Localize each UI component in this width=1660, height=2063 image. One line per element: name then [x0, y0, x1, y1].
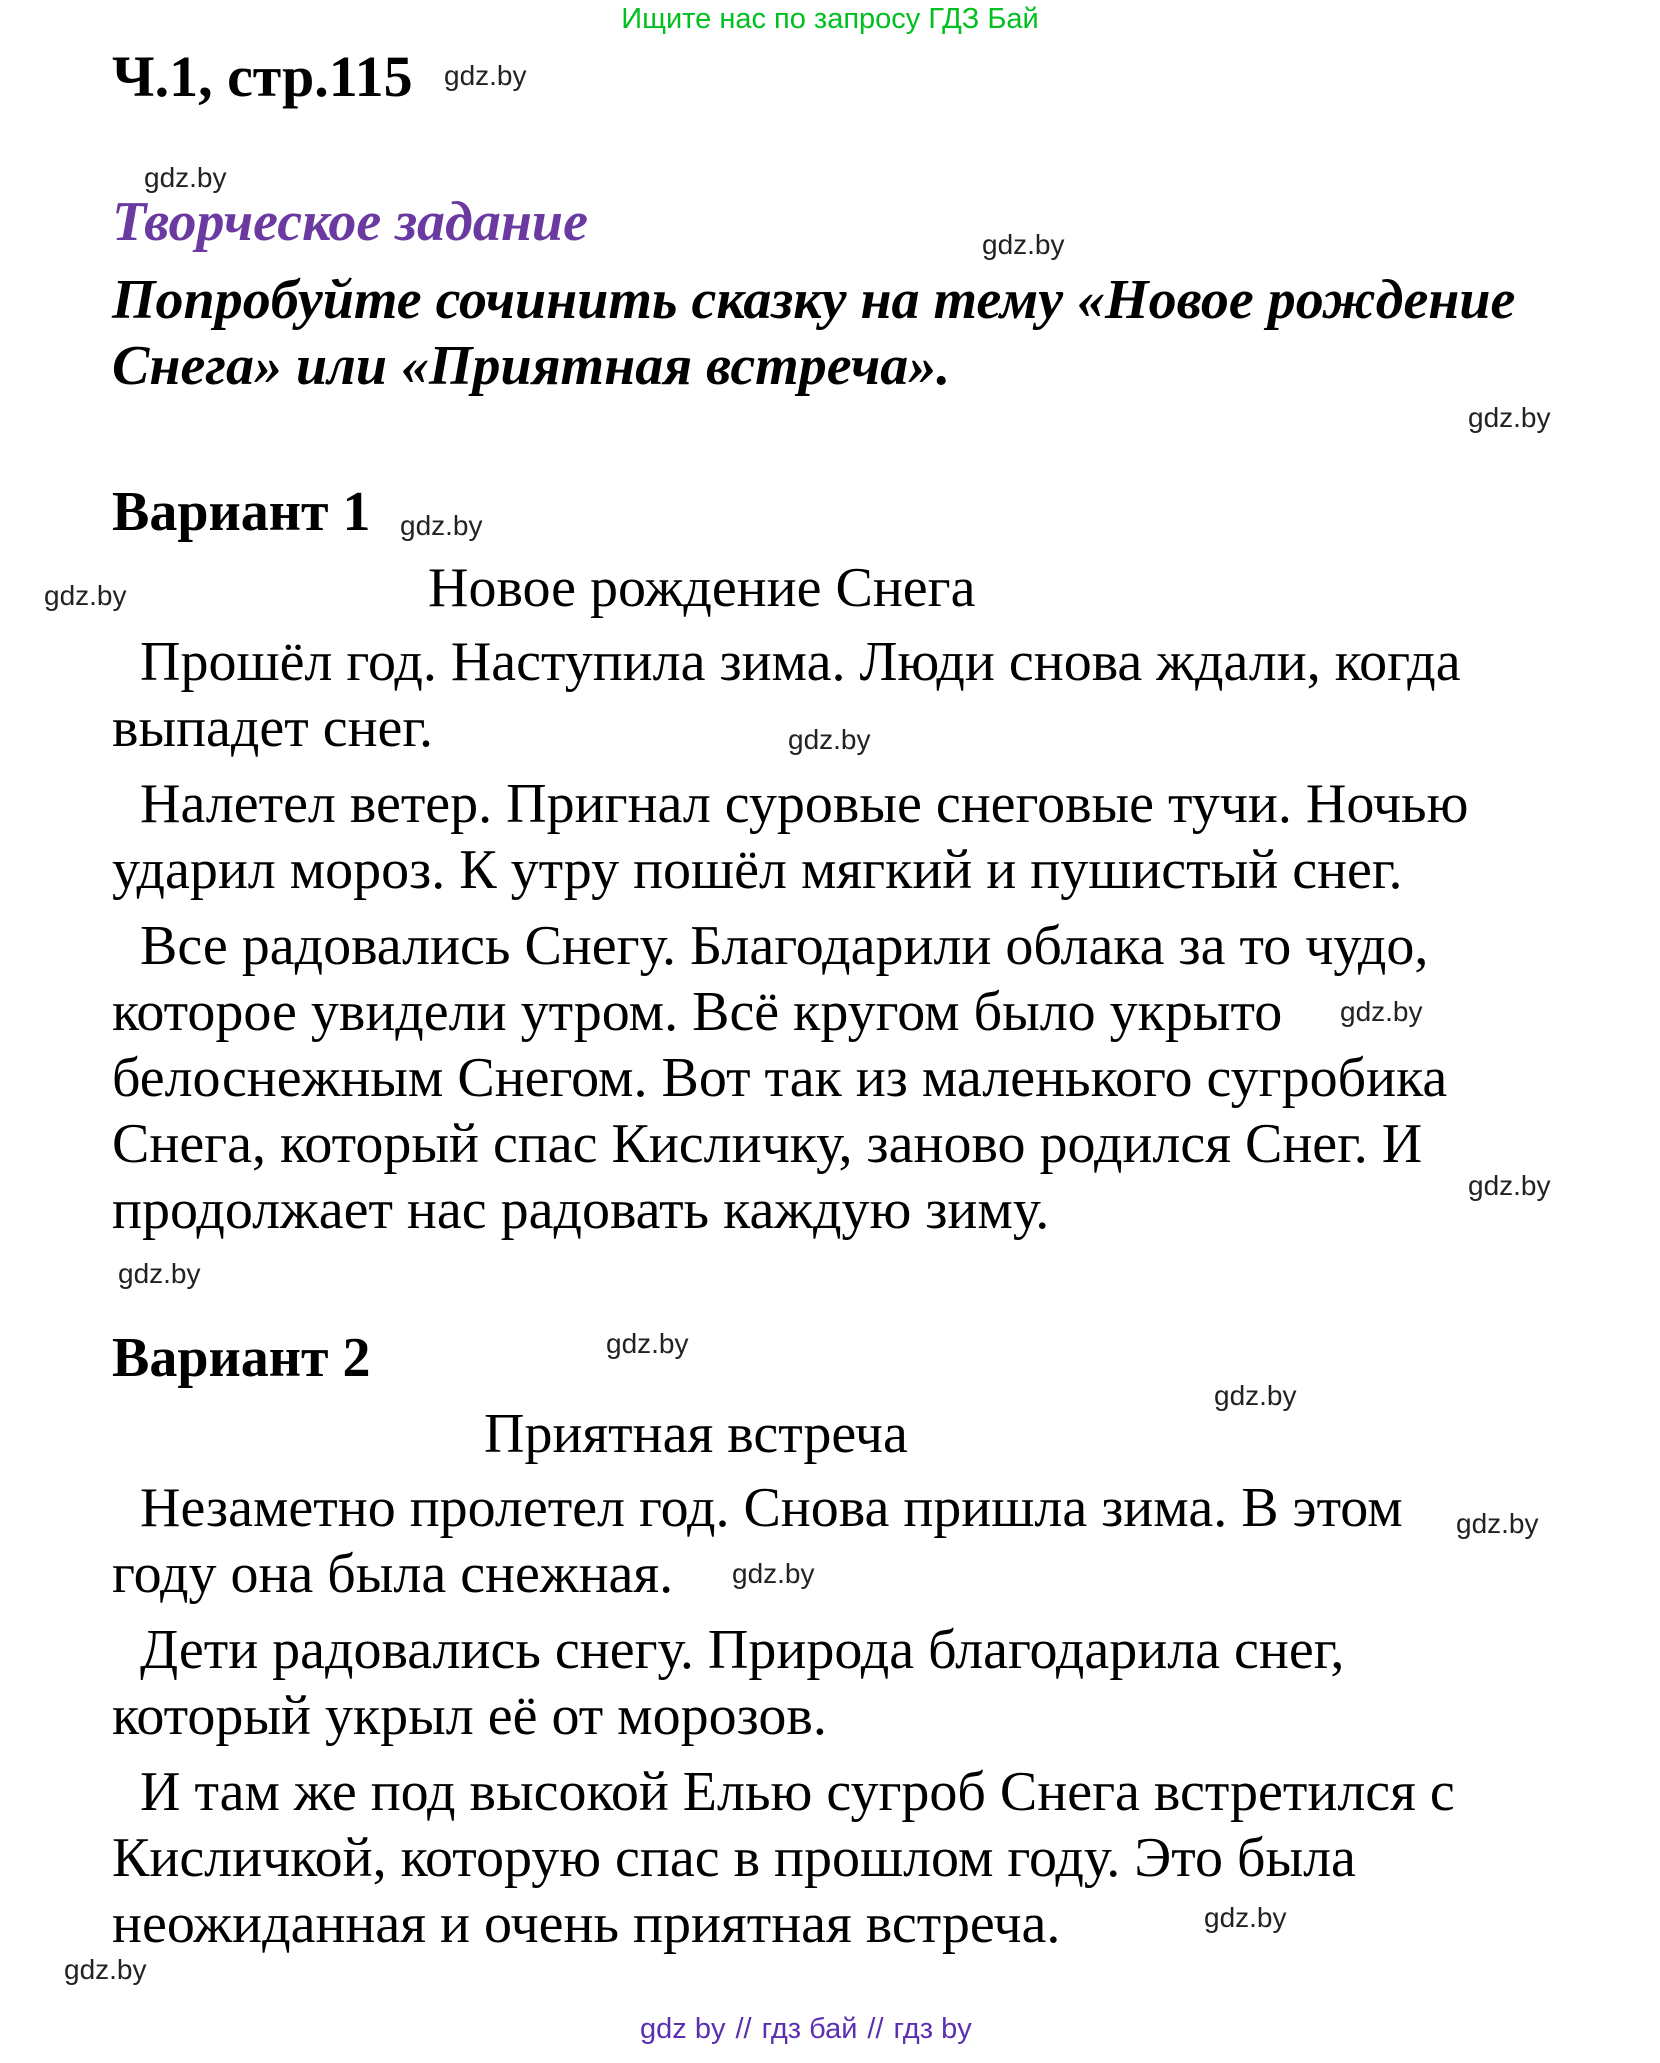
watermark: gdz.by	[1204, 1902, 1287, 1933]
story-line: И там же под высокой Елью сугроб Снега встретился с	[140, 1761, 1455, 1823]
watermark: gdz.by	[118, 1258, 201, 1289]
footer-links	[640, 2012, 972, 2046]
watermark: gdz.by	[1340, 996, 1423, 1027]
story-line: ударил мороз. К утру пошёл мягкий и пушистый снег.	[112, 839, 1403, 901]
footer-link[interactable]: гдз бай	[761, 2013, 858, 2045]
watermark: gdz.by	[144, 162, 227, 193]
story-line: Снега, который спас Кисличку, заново родился Снег. И	[112, 1113, 1423, 1175]
story-line: неожиданная и очень приятная встреча.	[112, 1893, 1061, 1955]
story-line: белоснежным Снегом. Вот так из маленького сугробика	[112, 1047, 1448, 1109]
variant-2-label: Вариант 2	[112, 1327, 371, 1389]
story-line: Все радовались Снегу. Благодарили облака за то чудо,	[140, 915, 1429, 977]
watermark: gdz.by	[64, 1954, 147, 1985]
task-heading: Творческое задание	[112, 191, 588, 253]
page-reference: Ч.1, стр.115	[112, 44, 413, 109]
story-line: Налетел ветер. Пригнал суровые снеговые тучи. Ночью	[140, 773, 1469, 835]
top-banner: Ищите нас по запросу ГДЗ Бай	[621, 3, 1039, 35]
story-line: выпадет снег.	[112, 697, 434, 759]
watermark: gdz.by	[400, 510, 483, 541]
task-text-line: Попробуйте сочинить сказку на тему «Новое рождение	[112, 269, 1516, 331]
watermark: gdz.by	[444, 60, 527, 91]
story-line: который укрыл её от морозов.	[112, 1685, 827, 1747]
footer-separator: //	[867, 2013, 884, 2045]
watermark: gdz.by	[1468, 402, 1551, 433]
task-text-line: Снега» или «Приятная встреча».	[112, 335, 951, 397]
variant-1-title: Новое рождение Снега	[428, 557, 976, 619]
story-line: Прошёл год. Наступила зима. Люди снова ждали, когда	[140, 631, 1461, 693]
story-line: которое увидели утром. Всё кругом было укрыто	[112, 981, 1283, 1043]
watermark: gdz.by	[1214, 1380, 1297, 1411]
watermark: gdz.by	[982, 229, 1065, 260]
watermark: gdz.by	[1468, 1170, 1551, 1201]
footer-link[interactable]: гдз by	[893, 2013, 972, 2045]
story-line: году она была снежная.	[112, 1543, 674, 1605]
watermark: gdz.by	[606, 1328, 689, 1359]
watermark: gdz.by	[44, 580, 127, 611]
story-line: Незаметно пролетел год. Снова пришла зима. В этом	[140, 1477, 1403, 1539]
footer-link[interactable]: gdz by	[640, 2013, 726, 2045]
variant-1-label: Вариант 1	[112, 481, 371, 543]
story-line: Дети радовались снегу. Природа благодарила снег,	[140, 1619, 1345, 1681]
watermark: gdz.by	[732, 1558, 815, 1589]
story-line: Кисличкой, которую спас в прошлом году. Это была	[112, 1827, 1356, 1889]
footer-separator: //	[735, 2013, 752, 2045]
story-line: продолжает нас радовать каждую зиму.	[112, 1179, 1050, 1241]
variant-2-title: Приятная встреча	[484, 1403, 908, 1465]
watermark: gdz.by	[788, 724, 871, 755]
watermark: gdz.by	[1456, 1508, 1539, 1539]
